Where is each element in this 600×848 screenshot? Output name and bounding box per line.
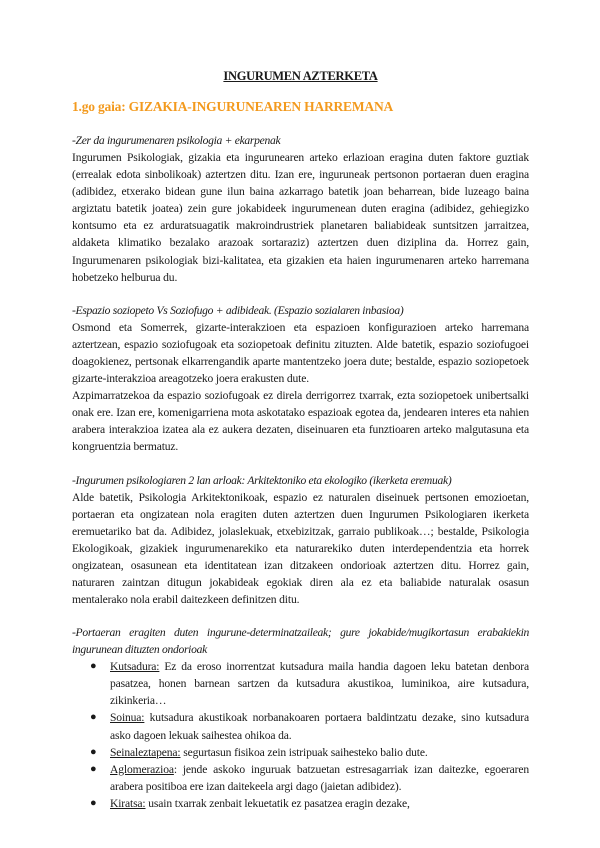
section-heading: -Portaeran eragiten duten ingurune-determinatzaileak; gure jokabide/mugikortasun erabakiekin ingurunean dituzten ondorioak xyxy=(72,626,529,657)
paragraph: Alde batetik, Psikologia Arkitektonikoak, espazio ez naturalen diseinuek pertsonen emozioetan, portaeran eta ongizatean nola eragiten duten aztertzen duen Ingurumen Psikologiaren ikerketa eremuetariko bat da. Adibidez, jolaslekuak, etxebizitzak, garraio publikoak…; bestalde, Psikologia Ekologikoak, gizakiek ingurumenarekiko eta naturarekiko duten interdependentzia eta horrek ongizatean, osasunean eta identitatean izan ditzakeen ondorioak aztertzen ditu. Horrez gain, naturaren zaintzan ditugun jokabideak egokiak diren ala ez eta baliabide naturalak osasun mentalerako nola erabil daitezkeen definitzen ditu. xyxy=(72,490,529,607)
section-heading: -Espazio soziopeto Vs Soziofugo + adibideak. (Espazio sozialaren inbasioa) xyxy=(72,303,404,317)
document-content xyxy=(72,68,529,828)
paragraph: Azpimarratzekoa da espazio soziofugoak ez direla derrigorrez txarrak, ezta soziopetoek unibertsalki onak ere. Izan ere, komenigarriena mota askotatako espazioak egotea da, jendearen interes eta nahien arabera interakzioa izatea ala ez aukera dezaten, diseinuaren eta funztioaren arteko malgutasuna eta kongruentzia bermatuz. xyxy=(72,389,529,454)
list-item xyxy=(90,709,529,743)
list-item-text: kutsadura akustikoak norbanakoaren portaera baldintzatu dezake, sino kutsadura asko dagoen lekuak saihestea ohikoa da. xyxy=(110,711,529,742)
list-item-term: Kutsadura: xyxy=(110,660,160,674)
list-item-text: Ez da eroso inorrentzat kutsadura maila handia dagoen leku batetan denbora pasatzea, honen barnean sartzen da kutsadura akustikoa, luminikoa, aire kutsadura, zikinkeria… xyxy=(110,660,529,708)
list-item-term: Soinua: xyxy=(110,711,145,725)
list-item xyxy=(90,744,529,761)
list-item-text: segurtasun fisikoa zein istripuak saihesteko balio dute. xyxy=(180,745,428,759)
section-what-is-environmental-psychology xyxy=(72,132,529,286)
bullet-icon: ● xyxy=(90,711,97,724)
list-item-term: Kiratsa: xyxy=(110,796,146,810)
bullet-icon: ● xyxy=(90,660,97,673)
list-item-text: : jende askoko inguruak batzuetan estresagarriak izan daitezke, egoeraren arabera positiboa ere izan daitekeela argi dago (jaietan adibidez). xyxy=(110,762,529,793)
determinants-list xyxy=(72,658,529,812)
section-heading: -Zer da ingurumenaren psikologia + ekarpenak xyxy=(72,134,281,147)
list-item xyxy=(90,761,529,795)
bullet-icon: ● xyxy=(90,745,97,758)
list-item xyxy=(90,658,529,709)
section-heading: -Ingurumen psikologiaren 2 lan arloak: Arkitektoniko eta ekologiko (ikerketa eremuak) xyxy=(72,473,452,487)
section-environmental-determinants xyxy=(72,624,529,812)
list-item-term: Aglomerazioa xyxy=(110,762,174,776)
section-research-areas xyxy=(72,472,529,609)
paragraph: Osmond eta Somerrek, gizarte-interakzioen eta espazioen konfigurazioen arteko harremana aztertzean, espazio soziofugoak eta soziopetoak definitu zituzten. Alde batetik, espazio soziofugoei doagokienez, pertsonak elkarrengandik aparte mantentzeko joera dute; bestalde, espazio soziopetoek gizarte-interakzioa areagotzeko joera erakusten dute. xyxy=(72,320,529,386)
section-sociopetal-vs-sociofugal xyxy=(72,302,529,456)
list-item xyxy=(90,795,529,812)
list-item-text: usain txarrak zenbait lekuetatik ez pasatzea eragin dezake, xyxy=(145,796,410,810)
list-item-term: Seinaleztapena: xyxy=(110,745,181,759)
paragraph: Ingurumen Psikologiak, gizakia eta ingurunearen arteko erlazioan eragina duten faktore guztiak (errealak edota sinbolikoak) aztertzen ditu. Izan ere, inguruneak pertsonon portaeran duen eragina (adibidez, etxerako bidean gune ilun baina azkarrago batetik joan beharrean, bide luzeago baina argiztatu batetik joatea) zein gure jokabideek ingurumenean duten eragina (adibidez, gehiegizko kontsumo eta ez arduratsuagatik makroindrustriek planetaren baliabideak suntsitzen jarraitzea, aldaketa klimatiko bezalako arazoak sortaraziz) aztertzen duen diziplina da. Horrez gain, Ingurumenaren psikologiak bizi-kalitatea, eta gizakien eta haien ingurumenaren arteko harremana hobetzeko helburua du. xyxy=(72,151,529,284)
topic-heading: 1.go gaia: GIZAKIA-INGURUNEAREN HARREMANA xyxy=(72,99,394,114)
bullet-icon: ● xyxy=(90,762,97,775)
bullet-icon: ● xyxy=(90,796,97,809)
document-title: INGURUMEN AZTERKETA xyxy=(223,69,378,83)
